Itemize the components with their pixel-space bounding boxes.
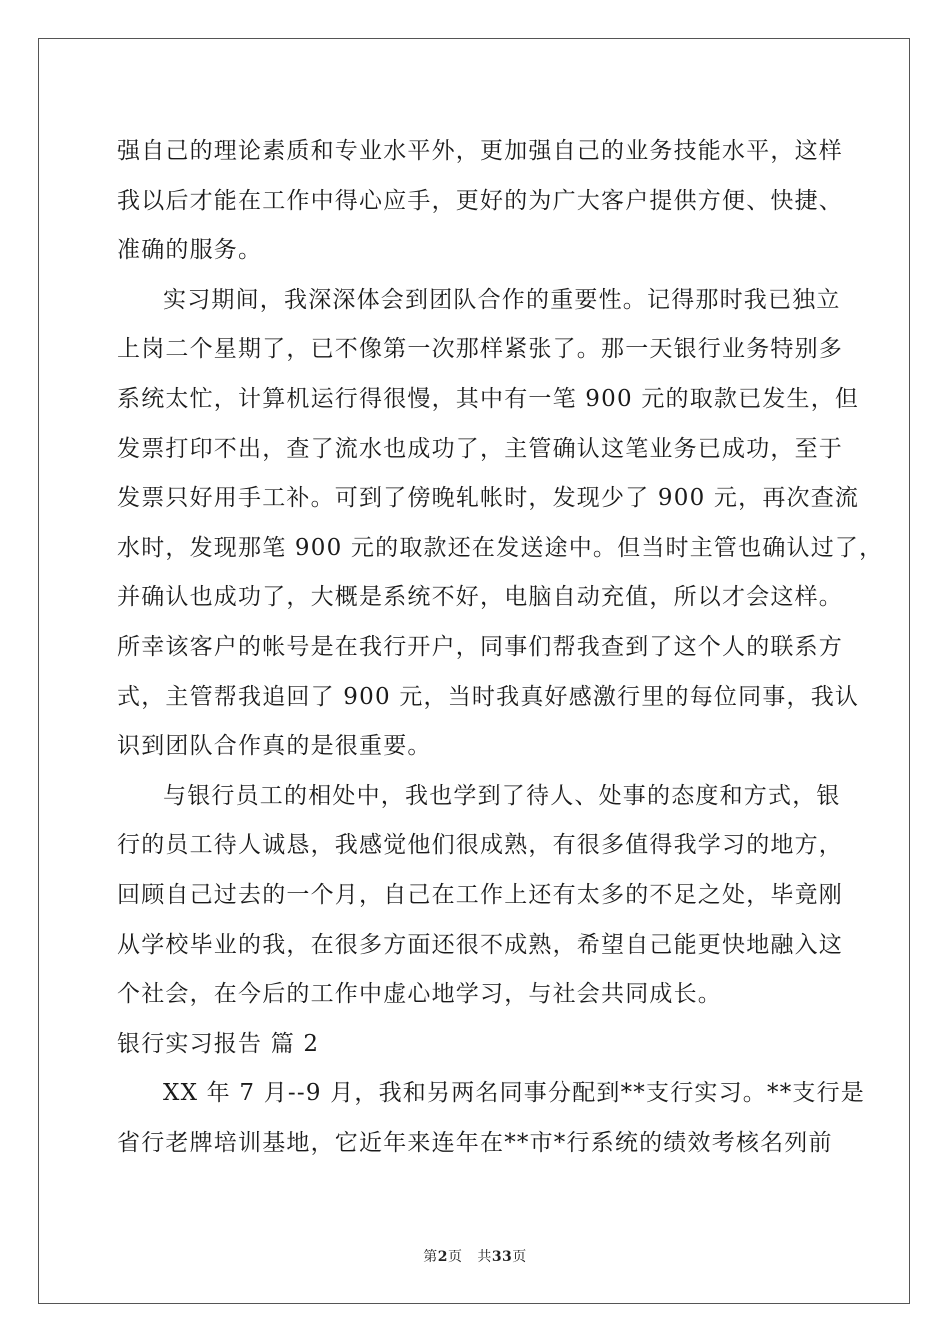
paragraph-start: XX 年 7 月--9 月，我和另两名同事分配到**支行实习。**支行是 xyxy=(163,1080,866,1107)
page-number: 2 xyxy=(437,1249,448,1265)
text-line: 并确认也成功了，大概是系统不好，电脑自动充值，所以才会这样。 xyxy=(117,584,843,611)
document-body xyxy=(117,127,884,1168)
page-suffix: 页 xyxy=(447,1249,463,1265)
text-line: 所幸该客户的帐号是在我行开户，同事们帮我查到了这个人的联系方 xyxy=(117,633,843,660)
text-line: 准确的服务。 xyxy=(117,237,263,264)
text-line: 我以后才能在工作中得心应手，更好的为广大客户提供方便、快捷、 xyxy=(117,187,843,214)
text-line: 式，主管帮我追回了 900 元，当时我真好感激行里的每位同事，我认 xyxy=(117,683,860,710)
paragraph-start: 实习期间，我深深体会到团队合作的重要性。记得那时我已独立 xyxy=(163,286,841,313)
total-pages: 33 xyxy=(491,1249,513,1265)
text-line: 水时，发现那笔 900 元的取款还在发送途中。但当时主管也确认过了， xyxy=(117,534,884,561)
text-line: 行的员工待人诚恳，我感觉他们很成熟，有很多值得我学习的地方， xyxy=(117,832,843,859)
text-line: 识到团队合作真的是很重要。 xyxy=(117,733,432,760)
section-heading: 银行实习报告 篇 2 xyxy=(117,1030,320,1057)
text-line: 从学校毕业的我，在很多方面还很不成熟，希望自己能更快地融入这 xyxy=(117,931,843,958)
text-line: 强自己的理论素质和专业水平外，更加强自己的业务技能水平，这样 xyxy=(117,138,843,164)
paragraph-start: 与银行员工的相处中，我也学到了待人、处事的态度和方式，银 xyxy=(163,782,841,809)
text-line: 发票打印不出，查了流水也成功了，主管确认这笔业务已成功，至于 xyxy=(117,435,843,462)
total-suffix: 页 xyxy=(512,1249,527,1265)
page-footer xyxy=(0,1246,950,1266)
text-line: 系统太忙，计算机运行得很慢，其中有一笔 900 元的取款已发生，但 xyxy=(117,385,860,412)
text-line: 回顾自己过去的一个月，自己在工作上还有太多的不足之处，毕竟刚 xyxy=(117,881,843,908)
total-prefix: 共 xyxy=(477,1249,492,1265)
text-line: 发票只好用手工补。可到了傍晚轧帐时，发现少了 900 元，再次查流 xyxy=(117,485,860,512)
text-line: 个社会，在今后的工作中虚心地学习，与社会共同成长。 xyxy=(117,981,722,1008)
page-prefix: 第 xyxy=(423,1249,438,1265)
text-line: 上岗二个星期了，已不像第一次那样紧张了。那一天银行业务特别多 xyxy=(117,336,843,363)
text-line: 省行老牌培训基地，它近年来连年在**市*行系统的绩效考核名列前 xyxy=(117,1129,833,1156)
